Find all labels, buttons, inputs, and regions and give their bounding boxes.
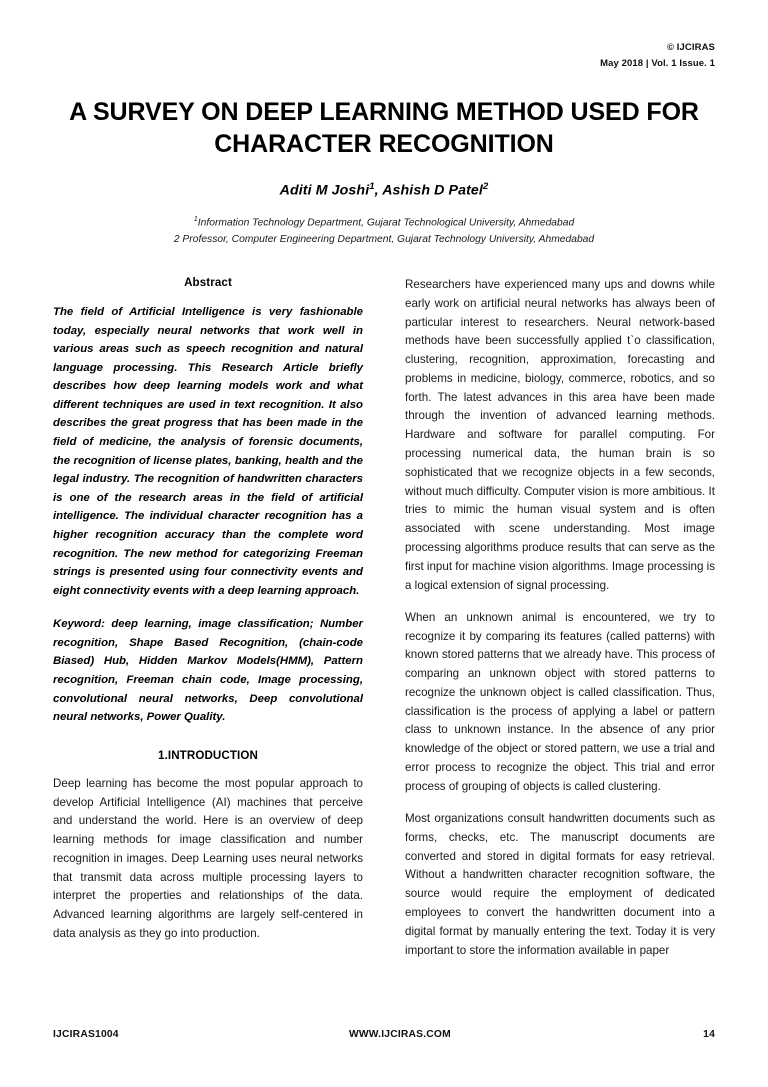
author-list	[53, 181, 715, 199]
author-name-1: Aditi M Joshi	[279, 182, 370, 199]
affiliation-1-marker: 1	[193, 213, 198, 223]
author-separator: ,	[374, 182, 383, 199]
author-1-affil-marker: 1	[369, 181, 375, 192]
running-head	[600, 40, 715, 71]
footer-website: WWW.IJCIRAS.COM	[348, 1029, 451, 1040]
footer-page-number: 14	[703, 1029, 715, 1040]
title-line-1: A SURVEY ON DEEP LEARNING METHOD USED FOR	[69, 98, 699, 126]
issue-line: May 2018 | Vol. 1 Issue. 1	[600, 57, 715, 69]
affiliation-line-1	[53, 213, 715, 232]
page-title	[53, 96, 715, 160]
affiliations	[53, 213, 715, 249]
abstract-body: The field of Artificial Intelligence is very fashionable today, especially neural networks that work well in various areas such as speech recognition and natural language processing. This Research Article briefly describes how deep learning models work and what different techniques are used in text recognition. It also describes the great progress that has been made in the field of medicine, the analysis of forensic documents, the recognition of license plates, banking, health and the legal industry. The recognition of handwritten characters is one of the research areas in the field of artificial intelligence. The individual character recognition has a higher recognition accuracy than the complete word recognition. The new method for categorizing Freeman strings is presented using four connectivity events and eight connectivity events with a deep learning approach.	[53, 306, 363, 597]
copyright-line: © IJCIRAS	[666, 42, 715, 53]
affiliation-1-text: Information Technology Department, Gujarat Technological University, Ahmedabad	[197, 217, 575, 229]
right-paragraph-1: Researchers have experienced many ups and downs while early work on artificial neural networks has always been of particular interest to researchers. Neural network-based methods have been successfully applied t`o classification, clustering, recognition, approximation, forecasting and problems in medicine, biology, commerce, robotics, and so forth. The latest advances in this area have been made through the invention of advanced learning methods. Hardware and software for parallel computing. For processing numerical data, the human brain is so sophisticated that we recognize objects in a few seconds, without much difficulty. Computer vision is more ambitious. It tries to mimic the human visual system and is often associated with scene understanding. Most image processing algorithms produce results that can serve as the first input for machine vision algorithms. Image processing is a logical extension of signal processing.	[405, 278, 715, 592]
keywords-paragraph: Keyword: deep learning, image classification; Number recognition, Shape Based Recognition, (chain-code Biased) Hub, Hidden Markov Models(HMM), Pattern recognition, Freeman chain code, Image processing, convolutional neural networks, Deep convolutional neural networks, Power Quality.	[53, 618, 363, 724]
introduction-heading: 1.INTRODUCTION	[158, 748, 258, 762]
body-columns	[53, 276, 715, 974]
introduction-paragraph: Deep learning has become the most popular approach to develop Artificial Intelligence (AI) machines that perceive and understand the world. Here is an overview of deep learning methods for image classification and number recognition in images. Deep Learning uses neural networks that transmit data across multiple processing layers to interpret the properties and relationships of the data. Advanced learning algorithms are largely self-centered in data analysis as they go into production.	[53, 776, 363, 940]
affiliation-line-2: 2 Professor, Computer Engineering Department, Gujarat Technology University, Ahmedabad	[173, 233, 595, 245]
author-name-2: Ashish D Patel	[382, 182, 483, 199]
right-column	[405, 276, 715, 974]
right-paragraph-2: When an unknown animal is encountered, we try to recognize it by comparing its features (called patterns) with known stored patterns that we already have. This process of comparing an unknown object with stored patterns to recognize the unknown object is called classification. Thus, classification is the process of applying a label or pattern class to unknown instance. In the absence of any prior knowledge of the object or stored pattern, we use a trial and error process to recognize the object. This trial and error process of grouping of objects is called clustering.	[405, 610, 715, 793]
right-paragraph-3: Most organizations consult handwritten documents such as forms, checks, etc. The manuscript documents are converted and stored in digital formats for easy retrieval. Without a handwritten character recognition software, the source would require the employment of dedicated employees to convert the handwritten document into a digital format by manually entering the text. Today it is very important to store the information available in paper	[405, 812, 715, 957]
author-2-affil-marker: 2	[482, 181, 489, 192]
abstract-heading: Abstract	[184, 276, 232, 289]
title-line-2: CHARACTER RECOGNITION	[214, 130, 554, 158]
page-footer	[53, 1029, 715, 1040]
title-block	[53, 96, 715, 249]
footer-paper-id: IJCIRAS1004	[53, 1029, 119, 1040]
left-column	[53, 276, 363, 974]
